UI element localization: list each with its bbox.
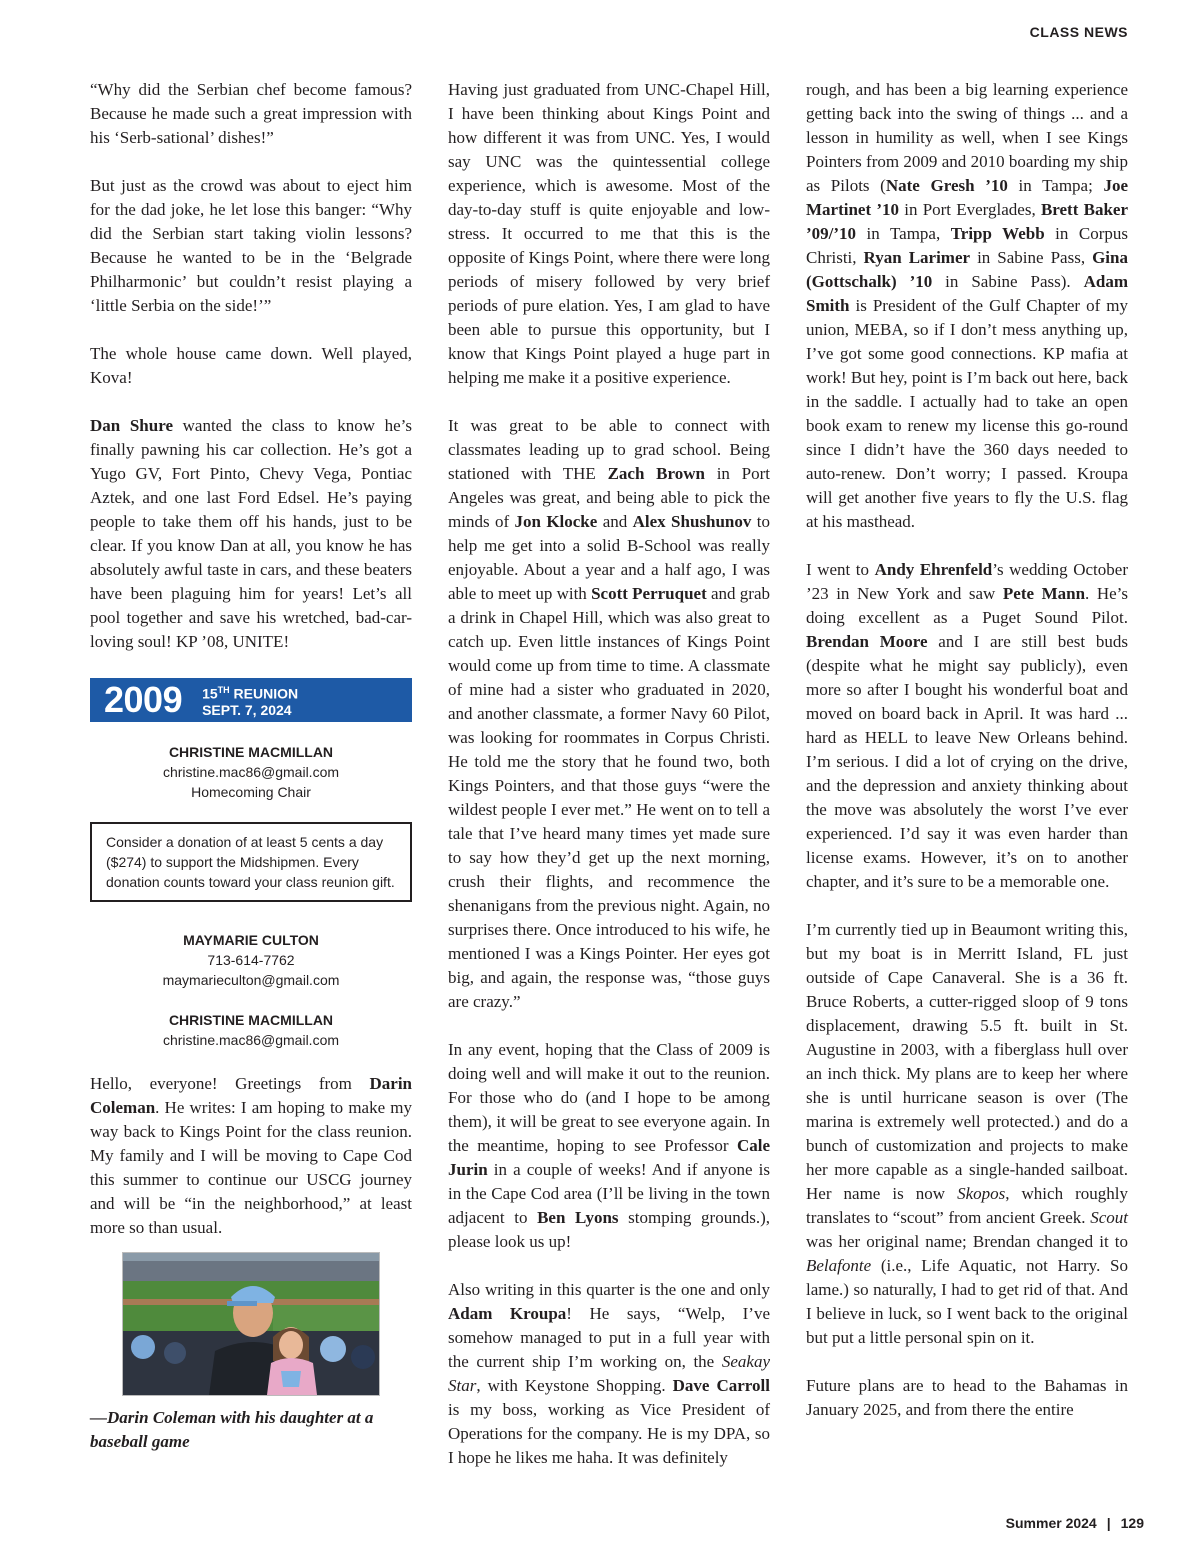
class-year: 2009 (104, 679, 183, 720)
paragraph-text: is President of the Gulf Chapter of my union, MEBA, so if I don’t mess anything up, I’ve got some good connections. KP mafia at work! But hey, point is I’m back out here, back in the saddle. I actually had to take an open book exam to renew my license this go-round since I didn’t have the 360 days needed to auto-renew. Don’t worry; I passed. Kroupa will get another five years to fly the U.S. flag at his masthead. (806, 296, 1128, 531)
page-footer (1006, 1515, 1144, 1531)
reunion-date: SEPT. 7, 2024 (202, 701, 292, 718)
person-name: Ben Lyons (537, 1208, 619, 1227)
paragraph-text: (i.e., Life Aquatic, not Harry. So lame.) so naturally, I had to get rid of that. And I believe in luck, so I went back to the original but put a little personal spin on it. (806, 1256, 1128, 1347)
class-contact (90, 1010, 412, 1050)
paragraph-text: and grab a drink in Chapel Hill, which was also great to catch up. Even little instances of Kings Point would come up from time to time. A classmate of mine had a sister who graduated in 2020, and another classmate, a former Navy 60 Pilot, was looking for roommates in Corpus Christi. He told me the story that he found two, both Kings Pointers, and that those guys “were the wildest people I ever met.” He went on to tell a tale that I’ve heard many times yet made sure to say how they’d get up the next morning, crush their flights, and recommence the shenanigans from the previous night. Again, no surprises there. Once introduced to his wife, he mentioned I was a Kings Pointer. Her eyes got big, and again, the response was, “those guys are crazy.” (448, 584, 771, 1011)
person-name: Jon Klocke (514, 512, 598, 531)
paragraph-text: I’m currently tied up in Beaumont writing this, but my boat is in Merritt Island, FL just outside of Cape Canaveral. She is a 36 ft. Bruce Roberts, a cutter-rigged sloop of 9 tons displacement, drawing 5.5 ft. built in St. Augustine in 2003, with a fiberglass hull over an inch thick. My plans are to keep her where she is until hurricane season is over (The marina is extremely well protected.) and do a bunch of customization and projects to make her more capable as a single-handed sailboat. Her name is now (806, 920, 1128, 1203)
column-3 (806, 78, 1128, 1422)
section-header: CLASS NEWS (1029, 24, 1128, 40)
paragraph: But just as the crowd was about to eject him for the dad joke, he let lose this banger: “Why did the Serbian start taking violin lessons? Because he wanted to be in the ‘Belgrade Philharmonic’ but couldn’t resist playing a ‘little Serbia on the side!’” (90, 176, 412, 315)
paragraph-text: ’s wedding October ’23 in New York and saw (806, 560, 1128, 603)
paragraph-text: in Tampa; (1007, 176, 1104, 195)
paragraph-text: . He writes: I am hoping to make my way back to Kings Point for the class reunion. My family and I will be moving to Cape Cod this summer to continue our USCG journey and will be “in the neighborhood,” at least more so than usual. (90, 1098, 412, 1237)
issue-label: Summer 2024 (1005, 1515, 1097, 1531)
paragraph: The whole house came down. Well played, Kova! (90, 344, 412, 387)
person-name: Gina (Gottschalk) ’10 (806, 248, 1128, 291)
photo-illustration (123, 1253, 379, 1395)
paragraph-text: Also writing in this quarter is the one and only (448, 1280, 770, 1299)
person-name: Dave Carroll (672, 1376, 770, 1395)
paragraph (448, 1038, 770, 1254)
paragraph (806, 78, 1128, 534)
paragraph-text: was her original name; Brendan changed it to (806, 1232, 1128, 1251)
contact-email[interactable]: maymarieculton@gmail.com (162, 972, 340, 988)
person-name: Cale Jurin (448, 1136, 770, 1179)
contact-name: CHRISTINE MACMILLAN (168, 744, 334, 760)
reunion-title (202, 682, 298, 702)
contact-phone: 713-614-7762 (207, 952, 295, 968)
paragraph-text: and I are still best buds (despite what he might say publicly), even more so after I bought his wonderful boat and moved on board back in April. It was hard ... hard as HELL to leave New Orleans behind. I’m serious. I did a lot of crying on the drive, and the depression and anxiety thinking about the move was absolutely the worst I’ve ever experienced. I’d say it was even harder than license exams. However, it’s on to another chapter, and it’s sure to be a memorable one. (806, 632, 1128, 891)
ship-name: Seakay Star (448, 1352, 770, 1395)
class-year-banner (90, 678, 412, 722)
person-name: Nate Gresh ’10 (885, 176, 1008, 195)
paragraph-text: in Sabine Pass). (932, 272, 1084, 291)
column-2 (448, 78, 770, 1470)
photo-caption: —Darin Coleman with his daughter at a baseball game (90, 1408, 374, 1451)
paragraph-text: in Port Angeles was great, and being able to pick the minds of (448, 464, 770, 531)
boat-name: Skopos (957, 1184, 1006, 1203)
page-number: 129 (1120, 1515, 1144, 1531)
boat-name: Scout (1090, 1208, 1128, 1227)
reunion-number: 15 (202, 685, 218, 702)
person-name: Adam Smith (806, 272, 1128, 315)
contact-name: CHRISTINE MACMILLAN (168, 1012, 334, 1028)
reunion-info (202, 682, 298, 718)
paragraph-text: is my boss, working as Vice President of Operations for the company. He is my DPA, so I hope he likes me haha. It was definitely (448, 1400, 770, 1467)
donation-box: Consider a donation of at least 5 cents a day ($274) to support the Midshipmen. Every donation counts toward your class reunion gift. (90, 822, 412, 902)
reunion-ordinal: TH (217, 685, 230, 696)
paragraph-text: In any event, hoping that the Class of 2009 is doing well and will make it out to the reunion. For those who do (and I hope to be among them), it will be great to see everyone again. In the meantime, hoping to see Professor (448, 1040, 770, 1155)
person-name: Dan Shure (90, 416, 173, 435)
paragraph-text: in a couple of weeks! And if anyone is in the Cape Cod area (I’ll be living in the town adjacent to (448, 1160, 770, 1227)
paragraph (806, 558, 1128, 894)
person-name: Darin Coleman (90, 1074, 412, 1117)
paragraph (90, 1072, 412, 1240)
paragraph-text: . He’s doing excellent as a Puget Sound Pilot. (806, 584, 1129, 627)
paragraph: Future plans are to head to the Bahamas in January 2025, and from there the entire (806, 1376, 1128, 1419)
boat-name: Belafonte (806, 1256, 872, 1275)
paragraph-text: Hello, everyone! Greetings from (90, 1074, 370, 1093)
paragraph (448, 414, 770, 1014)
reunion-word: REUNION (229, 685, 299, 702)
person-name: Scott Perruquet (591, 584, 707, 603)
column-1 (90, 78, 412, 1454)
paragraph-text: It was great to be able to connect with classmates leading up to grad school. Being stationed with THE (448, 416, 770, 483)
paragraph-text: , with Keystone Shopping. (476, 1376, 673, 1395)
paragraph: Having just graduated from UNC-Chapel Hill, I have been thinking about Kings Point and how different it was from UNC. Yes, I would say UNC was the quintessential college experience, which is awesome. Most of the day-to-day stuff is quite enjoyable and low-stress. It occurred to me that this is the opposite of Kings Point, where there were long periods of misery followed by very brief periods of pure elation. Yes, I am glad to have been able to pursue this opportunity, but I know that Kings Point played a huge part in helping me make it a positive experience. (448, 80, 770, 387)
paragraph-text: wanted the class to know he’s finally pawning his car collection. He’s got a Yugo GV, Fort Pinto, Chevy Vega, Pontiac Aztek, and one last Ford Edsel. He’s paying people to take them off his hands, just to be clear. If you know Dan at all, you know he has absolutely awful taste in cars, and these beaters have been plaguing him for years! Let’s all pool together and save his wretched, bad-car-loving soul! KP ’08, UNITE! (90, 416, 412, 651)
paragraph-text: I went to (806, 560, 875, 579)
paragraph-text: in Sabine Pass, (970, 248, 1093, 267)
paragraph-text: , which roughly translates to “scout” from ancient Greek. (806, 1184, 1128, 1227)
class-contact (90, 742, 412, 802)
paragraph-text: in Port Everglades, (899, 200, 1041, 219)
contact-email[interactable]: christine.mac86@gmail.com (162, 1032, 340, 1048)
person-name: Ryan Larimer (863, 248, 971, 267)
contact-email[interactable]: christine.mac86@gmail.com (162, 764, 340, 780)
person-name: Adam Kroupa (448, 1304, 567, 1323)
paragraph: “Why did the Serbian chef become famous? Because he made such a great impression with his ‘Serb-sational’ dishes!” (90, 80, 412, 147)
baseball-game-photo (122, 1252, 380, 1396)
person-name: Brett Baker ’09/’10 (806, 200, 1128, 243)
paragraph-text: and (597, 512, 633, 531)
person-name: Brendan Moore (806, 632, 928, 651)
person-name: Alex Shushunov (632, 512, 752, 531)
class-contact (90, 930, 412, 990)
paragraph (90, 414, 412, 654)
person-name: Tripp Webb (950, 224, 1045, 243)
paragraph-text: in Tampa, (856, 224, 951, 243)
paragraph-text: rough, and has been a big learning experience getting back into the swing of things ... and a lesson in humility as well, when I see Kings Pointers from 2009 and 2010 boarding my ship as Pilots ( (806, 80, 1128, 195)
paragraph-text: stomping grounds.), please look us up! (448, 1208, 770, 1251)
person-name: Zach Brown (607, 464, 705, 483)
person-name: Joe Martinet ’10 (806, 176, 1129, 219)
paragraph (806, 918, 1128, 1350)
contact-role: Homecoming Chair (191, 784, 311, 800)
paragraph-text: in Corpus Christi, (806, 224, 1128, 267)
contact-name: MAYMARIE CULTON (183, 932, 319, 948)
paragraph-text: to help me get into a solid B-School was really enjoyable. About a year and a half ago, I was able to meet up with (448, 512, 771, 603)
paragraph-text: ! He says, “Welp, I’ve somehow managed to put in a full year with the current ship I’m working on, the (448, 1304, 770, 1371)
person-name: Pete Mann (1002, 584, 1086, 603)
footer-separator: | (1106, 1515, 1111, 1531)
paragraph (448, 1278, 770, 1470)
person-name: Andy Ehrenfeld (874, 560, 993, 579)
